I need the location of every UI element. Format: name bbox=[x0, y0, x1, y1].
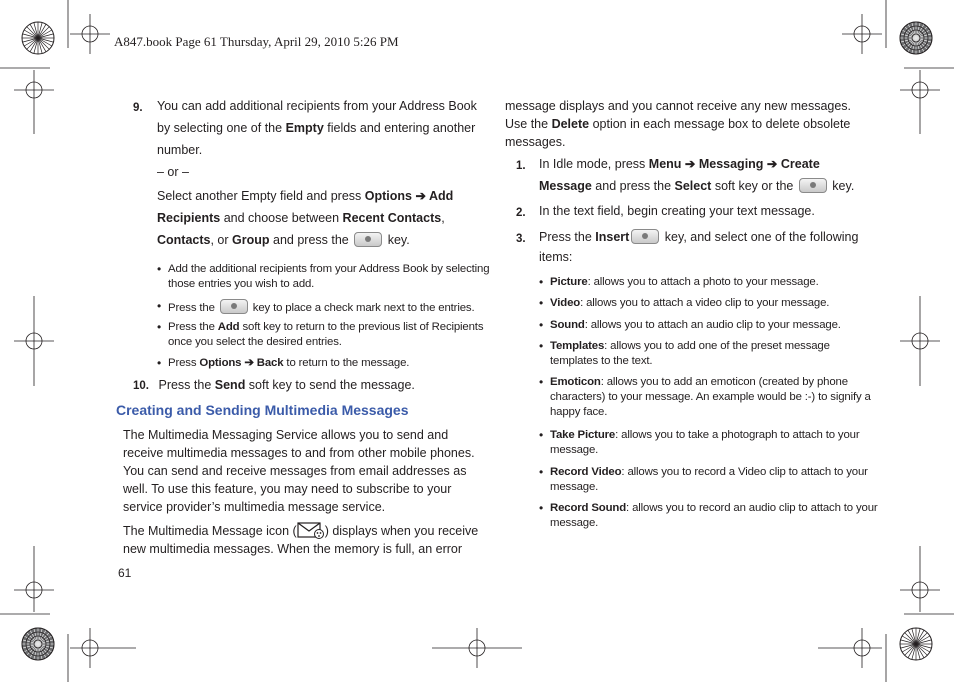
registration-mark-icon bbox=[842, 14, 882, 54]
step-text: Select another Empty field and press Options ➔ Add bbox=[157, 189, 454, 203]
paragraph-line: well. To use this feature, you may need to subscribe to your bbox=[123, 482, 452, 496]
registration-mark-icon bbox=[14, 546, 54, 612]
list-item: • Press Options ➔ Back to return to the message. bbox=[157, 356, 410, 370]
registration-mark-icon bbox=[70, 628, 136, 668]
paragraph-line: The Multimedia Messaging Service allows you to send and bbox=[123, 428, 449, 442]
color-wheel-icon bbox=[22, 628, 54, 660]
page-number: 61 bbox=[118, 566, 132, 580]
list-item: • Picture: allows you to attach a photo to your message. bbox=[539, 275, 819, 289]
color-wheel-icon bbox=[900, 22, 932, 54]
registration-mark-icon bbox=[14, 70, 54, 134]
section-heading: Creating and Sending Multimedia Messages bbox=[116, 402, 409, 418]
list-item: • Sound: allows you to attach an audio clip to your message. bbox=[539, 318, 841, 332]
step-number: 3. bbox=[516, 233, 526, 245]
registration-mark-icon bbox=[900, 70, 940, 134]
body-paragraph: The Multimedia Message icon ( ) displays when you receive new multimedia messages. When the memory is full, an error bbox=[123, 524, 479, 556]
paragraph-line: receive multimedia messages to and from other mobile phones. bbox=[123, 446, 475, 460]
paragraph-line: service provider’s multimedia message service. bbox=[123, 500, 386, 514]
step-text: Contacts, or Group and press the key. bbox=[157, 233, 410, 247]
step-9 bbox=[133, 97, 477, 253]
step-number: 9. bbox=[133, 102, 143, 114]
registration-mark-icon bbox=[900, 296, 940, 386]
registration-mark-icon bbox=[14, 296, 54, 386]
step-text: You can add additional recipients from your Address Book bbox=[157, 99, 477, 113]
step-2: 2. In the text field, begin creating your text message. bbox=[516, 202, 856, 224]
paragraph-line: You can send and receive messages from email addresses as bbox=[123, 464, 467, 478]
list-item: • Record Video: allows you to record a Video clip to attach to your message. bbox=[539, 465, 868, 493]
list-item: • Templates: allows you to add one of the preset message templates to the text. bbox=[539, 339, 830, 367]
step-text: by selecting one of the Empty fields and entering another bbox=[157, 121, 476, 135]
list-item: • Video: allows you to attach a video clip to your message. bbox=[539, 296, 830, 310]
list-item: • Press the Add soft key to return to the previous list of Recipients once you select the desired entries. bbox=[157, 320, 484, 348]
list-item: • Emoticon: allows you to add an emoticon (created by phone characters) to your message. An example would be :-) to signify a happy face. bbox=[539, 375, 871, 418]
soft-key-icon bbox=[220, 299, 248, 314]
registration-mark-icon bbox=[818, 628, 882, 668]
registration-mark-icon bbox=[900, 546, 940, 612]
step-number: 1. bbox=[516, 160, 526, 172]
list-item: • Record Sound: allows you to record an audio clip to attach to your message. bbox=[539, 501, 878, 529]
options-list bbox=[539, 275, 878, 537]
step-number: 10. bbox=[133, 380, 149, 392]
step-10: 10. Press the Send soft key to send the message. bbox=[133, 378, 415, 392]
list-item: • Take Picture: allows you to take a photograph to attach to your message. bbox=[539, 428, 860, 456]
step-number: 2. bbox=[516, 207, 526, 219]
color-wheel-icon bbox=[22, 22, 54, 54]
body-paragraph: message displays and you cannot receive any new messages. Use the Delete option in each message box to delete obsolete messages. bbox=[505, 99, 852, 149]
step-text: Recipients and choose between Recent Contacts, bbox=[157, 211, 445, 225]
body-paragraph bbox=[123, 426, 475, 516]
mms-envelope-icon bbox=[297, 522, 325, 539]
soft-key-icon bbox=[354, 232, 382, 247]
color-wheel-icon bbox=[900, 628, 932, 660]
soft-key-icon bbox=[631, 229, 659, 244]
list-item: • Press the key to place a check mark next to the entries. bbox=[157, 299, 475, 314]
bullet-list bbox=[157, 262, 490, 376]
step-text: number. bbox=[157, 143, 203, 157]
step-3: 3. Press the Insert key, and select one of the following items: bbox=[516, 230, 859, 264]
registration-mark-icon bbox=[432, 628, 522, 668]
running-head: A847.book Page 61 Thursday, April 29, 2010 5:26 PM bbox=[114, 34, 399, 49]
or-separator: – or – bbox=[157, 165, 189, 179]
registration-mark-icon bbox=[70, 14, 110, 54]
step-1: 1. In Idle mode, press Menu ➔ Messaging ➔ Create Message and press the Select soft key or the key. bbox=[516, 157, 855, 193]
list-item: • Add the additional recipients from your Address Book by selecting those entries you wish to add. bbox=[157, 262, 490, 290]
soft-key-icon bbox=[799, 178, 827, 193]
